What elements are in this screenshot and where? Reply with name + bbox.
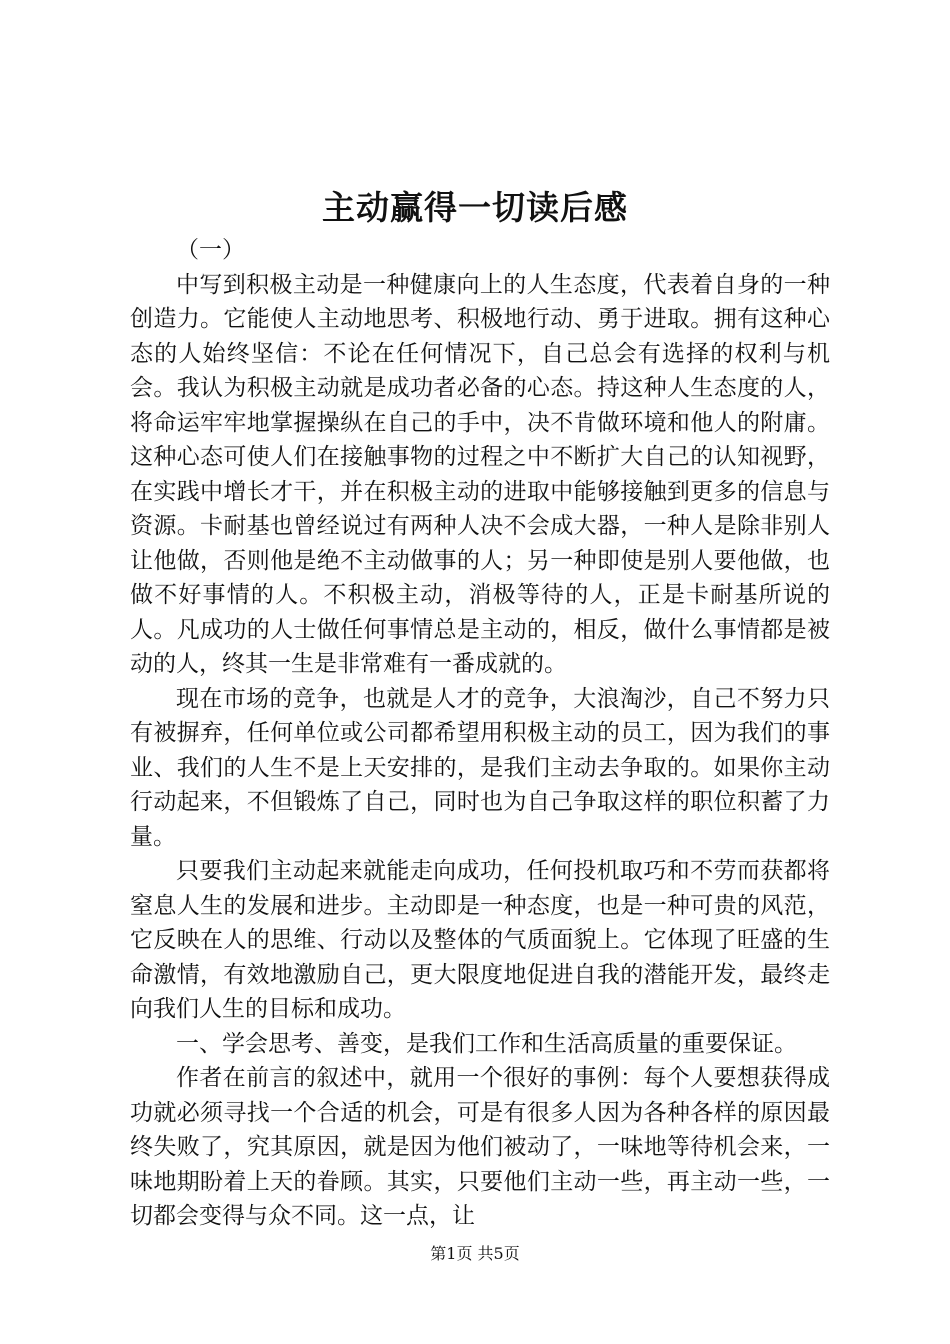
paragraph: 现在市场的竞争，也就是人才的竞争，大浪淘沙，自己不努力只有被摒弃，任何单位或公司都希望用积极主动的员工，因为我们的事业、我们的人生不是上天安排的，是我们主动去争取的。如果你主动行动起来，不但锻炼了自己，同时也为自己争取这样的职位积蓄了力量。 <box>130 685 830 850</box>
paragraph: 只要我们主动起来就能走向成功，任何投机取巧和不劳而获都将窒息人生的发展和进步。主动即是一种态度，也是一种可贵的风范，它反映在人的思维、行动以及整体的气质面貌上。它体现了旺盛的生命激情，有效地激励自己，更大限度地促进自我的潜能开发，最终走向我们人生的目标和成功。 <box>130 858 830 1022</box>
page-footer: 第1页 共5页 <box>430 1244 520 1263</box>
document-title: 主动赢得一切读后感 <box>322 188 628 227</box>
paragraph: 中写到积极主动是一种健康向上的人生态度，代表着自身的一种创造力。它能使人主动地思考、积极地行动、勇于进取。拥有这种心态的人始终坚信：不论在任何情况下，自己总会有选择的权利与机会。我认为积极主动就是成功者必备的心态。持这种人生态度的人，将命运牢牢地掌握操纵在自己的手中，决不肯做环境和他人的附庸。这种心态可使人们在接触事物的过程之中不断扩大自己的认知视野，在实践中增长才干，并在积极主动的进取中能够接触到更多的信息与资源。卡耐基也曾经说过有两种人决不会成大器，一种人是除非别人让他做，否则他是绝不主动做事的人；另一种即使是别人要他做，也做不好事情的人。不积极主动，消极等待的人，正是卡耐基所说的人。凡成功的人士做任何事情总是主动的，相反，做什么事情都是被动的人，终其一生是非常难有一番成就的。 <box>130 271 830 677</box>
paragraph: 作者在前言的叙述中，就用一个很好的事例：每个人要想获得成功就必须寻找一个合适的机会，可是有很多人因为各种各样的原因最终失败了，究其原因，就是因为他们被动了，一味地等待机会来，一味地期盼着上天的眷顾。其实，只要他们主动一些，再主动一些，一切都会变得与众不同。这一点，让 <box>130 1065 830 1229</box>
paragraph-section-marker: （一） <box>176 237 245 263</box>
paragraph-heading: 一、学会思考、善变，是我们工作和生活高质量的重要保证。 <box>176 1030 797 1057</box>
document-body <box>130 233 830 1234</box>
